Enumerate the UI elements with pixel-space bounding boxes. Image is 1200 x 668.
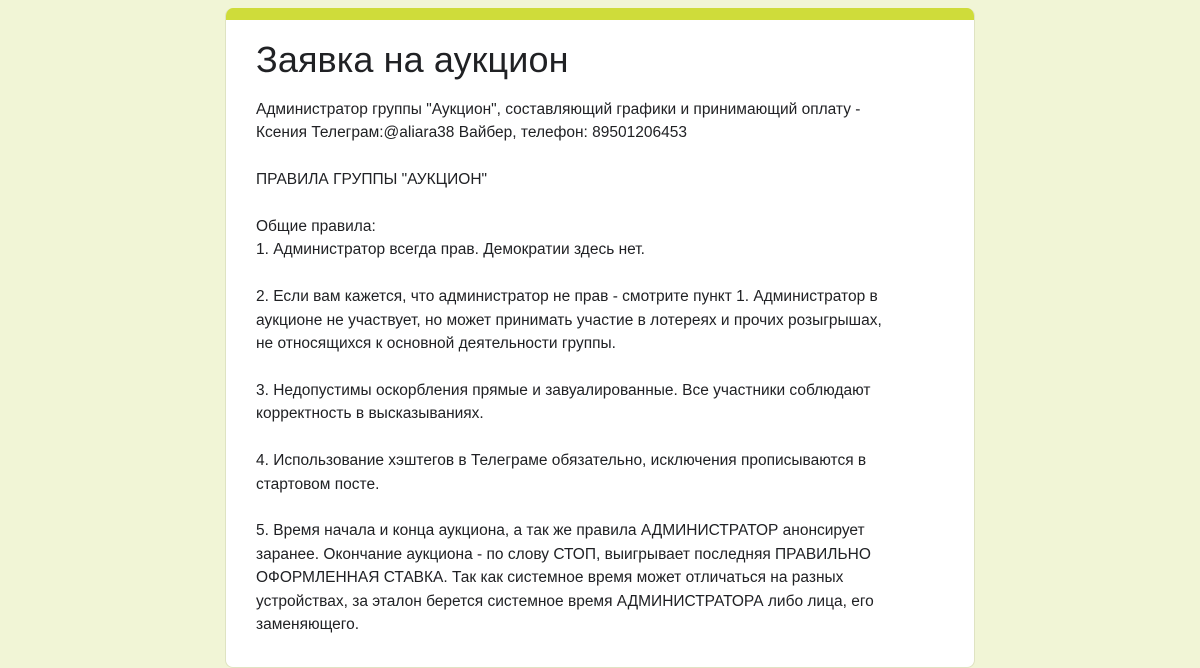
form-title: Заявка на аукцион — [256, 39, 569, 80]
form-description: Администратор группы "Аукцион", составляющий графики и принимающий оплату - Ксения Телеграм:@aliara38 Вайбер, телефон: 89501206453 ПРАВИЛА ГРУППЫ "АУКЦИОН" Общие правила: 1. Администратор всегда прав. Демократии здесь нет. 2. Если вам кажется, что администратор не прав - смотрите пункт 1. Администратор в аукционе не участвует, но может принимать участие в лотереях и прочих розыгрышах, не относящихся к основной деятельности группы. 3. Недопустимы оскорбления прямые и завуалированные. Все участники соблюдают корректность в высказываниях. 4. Использование хэштегов в Телеграме обязательно, исключения прописываются в стартовом посте. 5. Время начала и конца аукциона, а так же правила АДМИНИСТРАТОР анонсирует заранее. Окончание аукциона - по слову СТОП, выигрывает последняя ПРАВИЛЬНО ОФОРМЛЕННАЯ СТАВКА. Так как системное время может отличаться на разных устройствах, за эталон берется системное время АДМИНИСТРАТОРА либо лица, его заменяющего. — [256, 101, 882, 633]
form-header-content — [256, 36, 946, 636]
form-header-card — [225, 8, 975, 668]
card-accent-bar — [226, 8, 974, 20]
